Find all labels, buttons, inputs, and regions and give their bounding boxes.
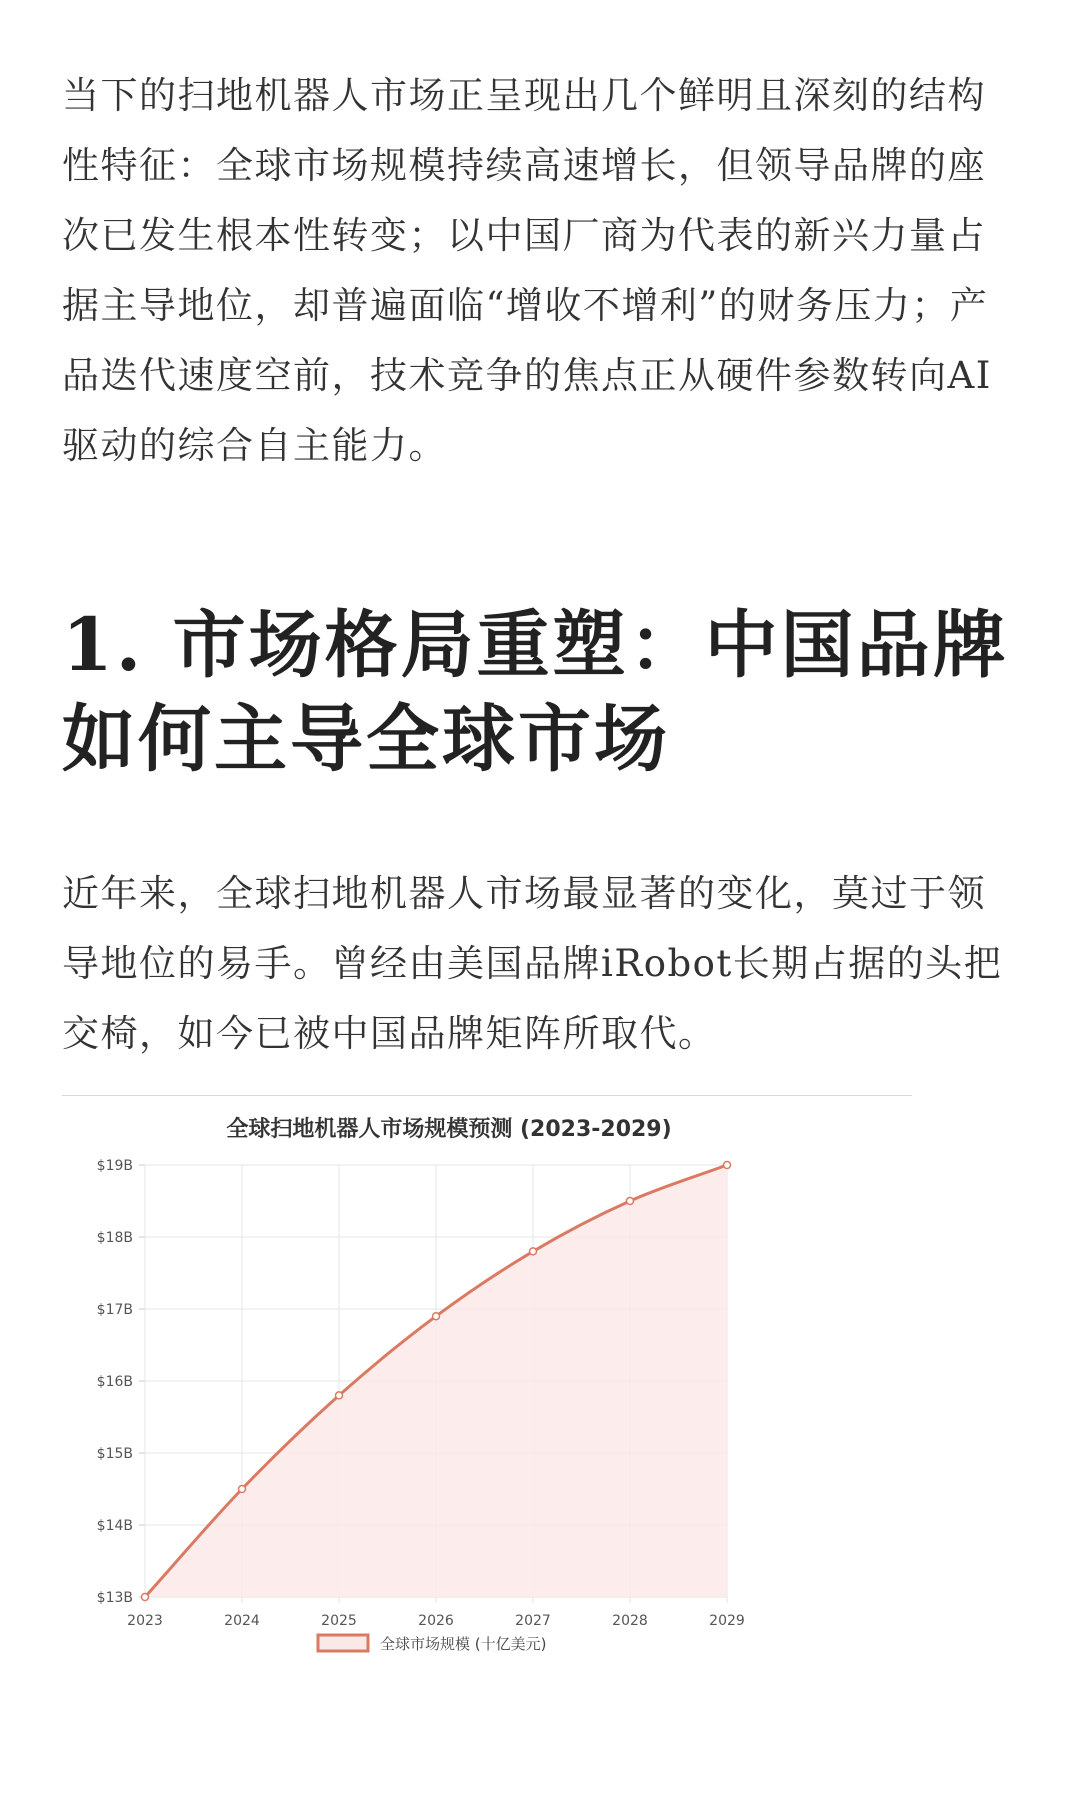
legend-label: 全球市场规模 (十亿美元) xyxy=(380,1635,547,1653)
y-tick-label: $16B xyxy=(96,1374,133,1390)
data-point xyxy=(239,1486,246,1493)
x-tick-label: 2027 xyxy=(515,1613,551,1629)
divider xyxy=(62,1095,912,1096)
x-tick-label: 2024 xyxy=(224,1613,260,1629)
legend-swatch xyxy=(318,1635,368,1651)
x-tick-label: 2023 xyxy=(127,1613,163,1629)
x-tick-label: 2028 xyxy=(612,1613,648,1629)
data-point xyxy=(142,1594,149,1601)
y-tick-label: $19B xyxy=(96,1158,133,1174)
section-heading: 1. 市场格局重塑：中国品牌如何主导全球市场 xyxy=(62,602,1009,782)
chart-title: 全球扫地机器人市场规模预测 (2023-2029) xyxy=(226,1117,672,1142)
x-tick-label: 2026 xyxy=(418,1613,454,1629)
y-tick-label: $14B xyxy=(96,1518,133,1534)
market-size-chart xyxy=(62,1100,962,1750)
data-point xyxy=(724,1162,731,1169)
data-point xyxy=(336,1392,343,1399)
y-tick-label: $13B xyxy=(96,1590,133,1606)
data-point xyxy=(627,1198,634,1205)
body-paragraph: 近年来，全球扫地机器人市场最显著的变化，莫过于领导地位的易手。曾经由美国品牌iRobot长期占据的头把交椅，如今已被中国品牌矩阵所取代。 xyxy=(62,872,1003,1055)
x-tick-label: 2029 xyxy=(709,1613,745,1629)
intro-paragraph: 当下的扫地机器人市场正呈现出几个鲜明且深刻的结构性特征：全球市场规模持续高速增长，但领导品牌的座次已发生根本性转变；以中国厂商为代表的新兴力量占据主导地位，却普遍面临“增收不增利”的财务压力；产品迭代速度空前，技术竞争的焦点正从硬件参数转向AI驱动的综合自主能力。 xyxy=(62,74,992,467)
y-tick-label: $17B xyxy=(96,1302,133,1318)
data-point xyxy=(530,1248,537,1255)
data-point xyxy=(433,1313,440,1320)
x-tick-label: 2025 xyxy=(321,1613,357,1629)
y-tick-label: $15B xyxy=(96,1446,133,1462)
y-tick-label: $18B xyxy=(96,1230,133,1246)
